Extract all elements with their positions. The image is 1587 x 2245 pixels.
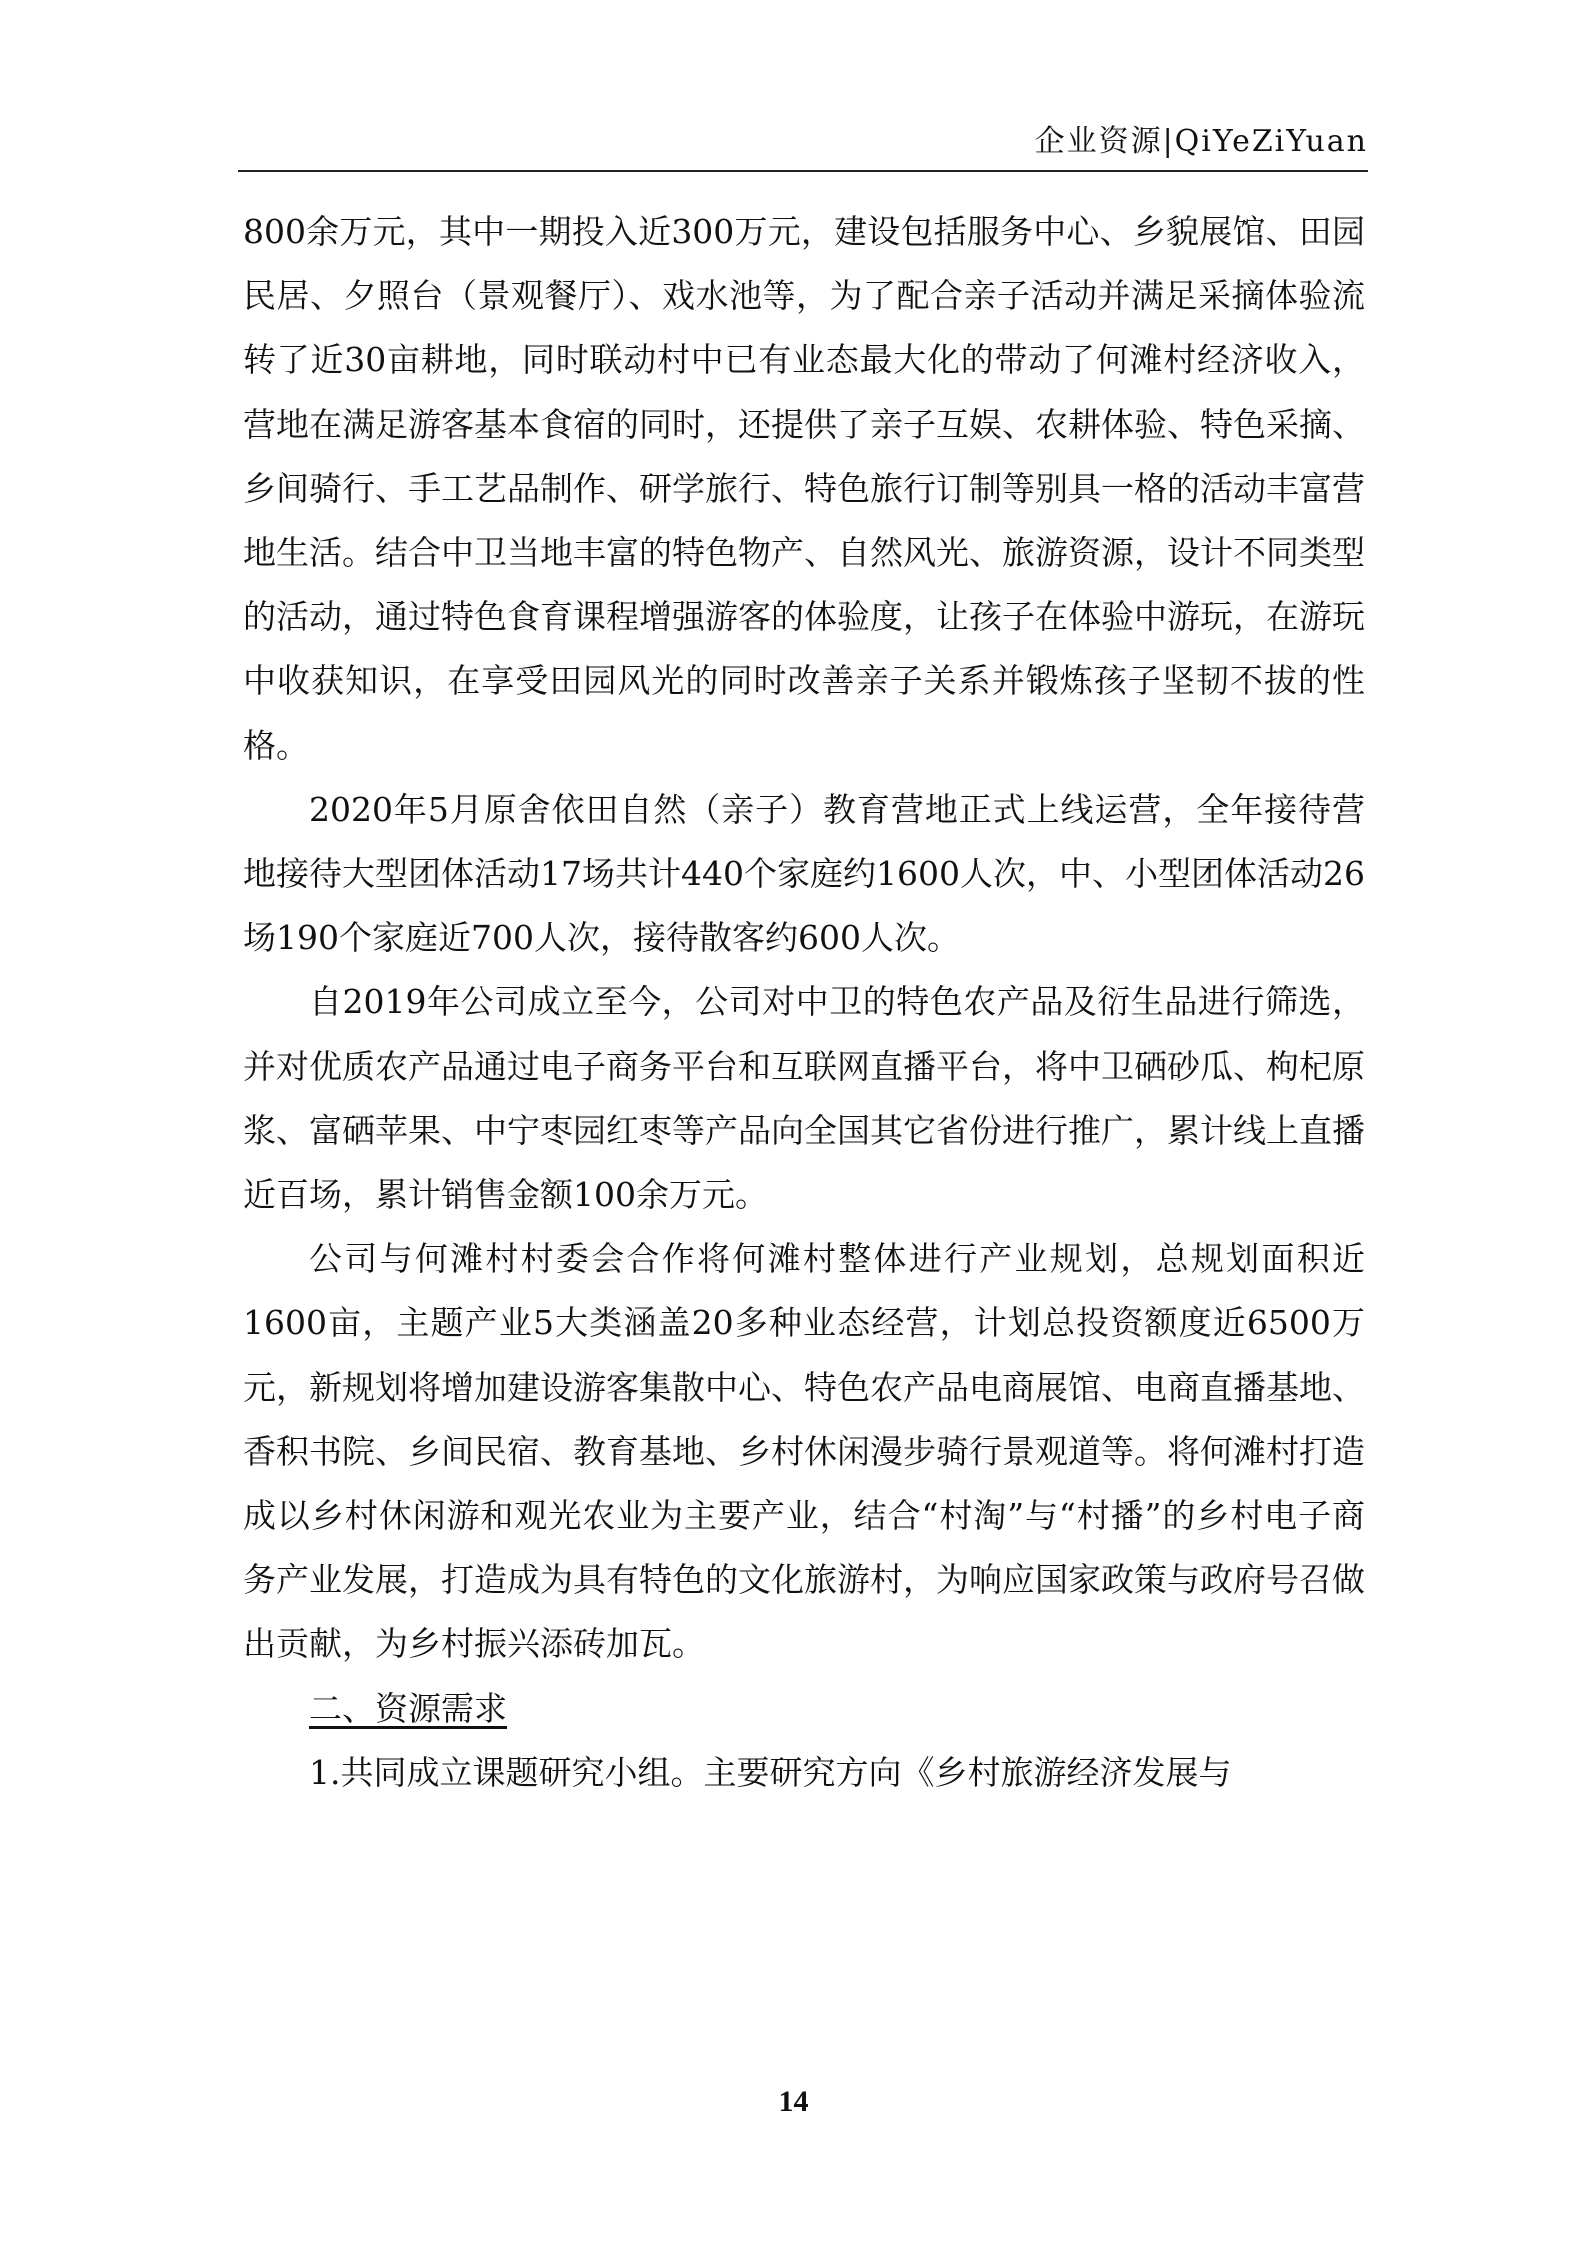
header-divider <box>238 170 1368 172</box>
section-heading-wrapper <box>243 1677 1365 1741</box>
page-number: 14 <box>778 2085 809 2118</box>
header-title: 企业资源|QiYeZiYuan <box>1034 124 1368 159</box>
paragraph-ecommerce: 自2019年公司成立至今，公司对中卫的特色农产品及衍生品进行筛选，并对优质农产品通过电子商务平台和互联网直播平台，将中卫硒砂瓜、枸杞原浆、富硒苹果、中宁枣园红枣等产品向全国其它省份进行推广，累计线上直播近百场，累计销售金额100余万元。 <box>243 982 1365 1215</box>
section-heading: 二、资源需求 <box>309 1688 507 1728</box>
document-body <box>243 200 1365 1805</box>
page-header <box>238 118 1368 166</box>
paragraph-village-planning: 公司与何滩村村委会合作将何滩村整体进行产业规划，总规划面积近1600亩，主题产业5大类涵盖20多种业态经营，计划总投资额度近6500万元，新规划将增加建设游客集散中心、特色农产品电商展馆、电商直播基地、香积书院、乡间民宿、教育基地、乡村休闲漫步骑行景观道等。将何滩村打造成以乡村休闲游和观光农业为主要产业，结合“村淘”与“村播”的乡村电子商务产业发展，打造成为具有特色的文化旅游村，为响应国家政策与政府号召做出贡献，为乡村振兴添砖加瓦。 <box>243 1239 1365 1664</box>
paragraph-continuation: 800余万元，其中一期投入近300万元，建设包括服务中心、乡貌展馆、田园民居、夕照台（景观餐厅）、戏水池等，为了配合亲子活动并满足采摘体验流转了近30亩耕地，同时联动村中已有业态最大化的带动了何滩村经济收入，营地在满足游客基本食宿的同时，还提供了亲子互娱、农耕体验、特色采摘、乡间骑行、手工艺品制作、研学旅行、特色旅行订制等别具一格的活动丰富营地生活。结合中卫当地丰富的特色物产、自然风光、旅游资源，设计不同类型的活动，通过特色食育课程增强游客的体验度，让孩子在体验中游玩，在游玩中收获知识，在享受田园风光的同时改善亲子关系并锻炼孩子坚韧不拔的性格。 <box>243 212 1365 765</box>
paragraph-camp-operation: 2020年5月原舍依田自然（亲子）教育营地正式上线运营，全年接待营地接待大型团体活动17场共计440个家庭约1600人次，中、小型团体活动26场190个家庭近700人次，接待散客约600人次。 <box>243 789 1365 958</box>
paragraph-resource-item-1: 1.共同成立课题研究小组。主要研究方向《乡村旅游经济发展与 <box>309 1752 1232 1792</box>
